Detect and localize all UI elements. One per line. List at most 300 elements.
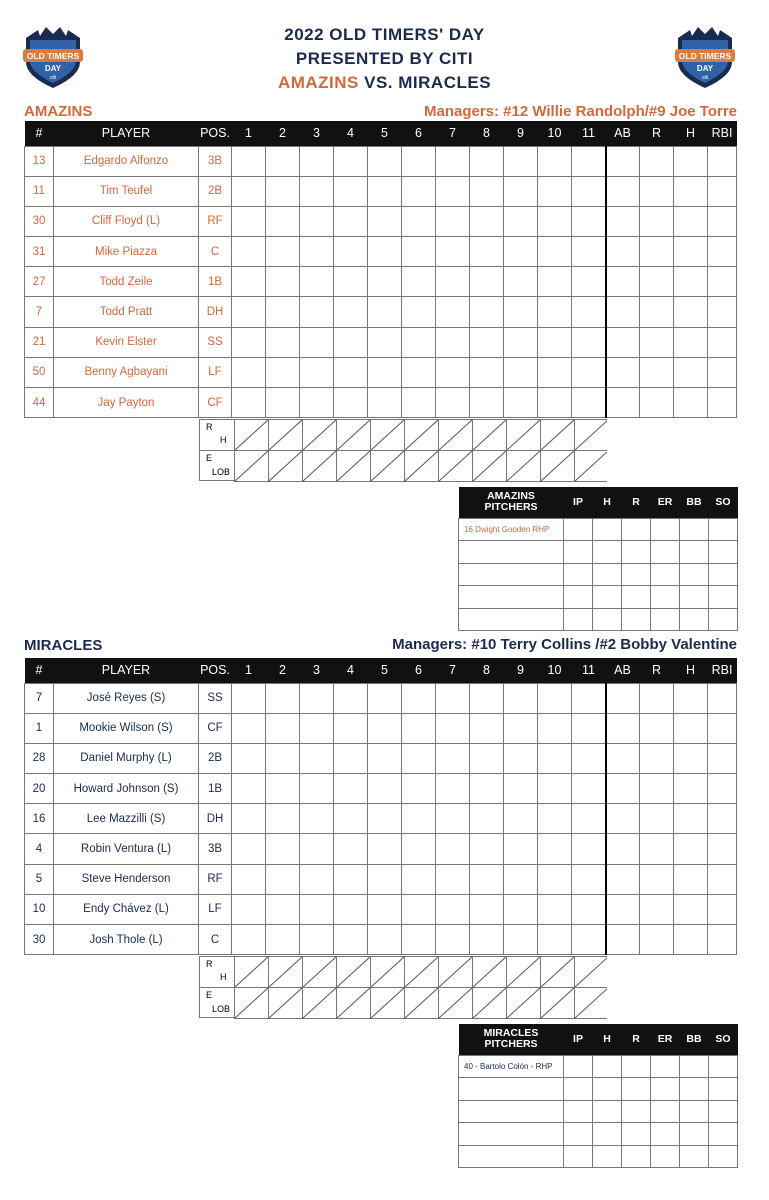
pitch-stat-cell[interactable] xyxy=(564,1100,593,1123)
stat-cell[interactable] xyxy=(640,237,674,267)
inning-cell[interactable] xyxy=(334,743,368,773)
inning-cell[interactable] xyxy=(470,327,504,357)
stat-cell[interactable] xyxy=(640,388,674,418)
inning-cell[interactable] xyxy=(436,864,470,894)
inning-cell[interactable] xyxy=(470,206,504,236)
inning-cell[interactable] xyxy=(266,864,300,894)
inning-cell[interactable] xyxy=(232,388,266,418)
pitch-stat-cell[interactable] xyxy=(709,1123,738,1146)
pitch-stat-cell[interactable] xyxy=(564,586,593,609)
inning-cell[interactable] xyxy=(436,206,470,236)
stat-cell[interactable] xyxy=(640,894,674,924)
inning-cell[interactable] xyxy=(436,804,470,834)
inning-cell[interactable] xyxy=(266,297,300,327)
pitch-stat-cell[interactable] xyxy=(709,1145,738,1168)
inning-cell[interactable] xyxy=(368,834,402,864)
inning-cell[interactable] xyxy=(504,834,538,864)
stat-cell[interactable] xyxy=(674,834,708,864)
inning-cell[interactable] xyxy=(504,894,538,924)
inning-cell[interactable] xyxy=(232,834,266,864)
inning-cell[interactable] xyxy=(402,267,436,297)
stat-cell[interactable] xyxy=(674,357,708,387)
inning-cell[interactable] xyxy=(232,297,266,327)
pitch-stat-cell[interactable] xyxy=(651,518,680,541)
inning-cell[interactable] xyxy=(538,713,572,743)
inning-cell[interactable] xyxy=(402,237,436,267)
inning-cell[interactable] xyxy=(266,804,300,834)
inning-cell[interactable] xyxy=(538,206,572,236)
inning-cell[interactable] xyxy=(232,357,266,387)
inning-cell[interactable] xyxy=(572,834,606,864)
inning-cell[interactable] xyxy=(572,743,606,773)
pitcher-name[interactable] xyxy=(459,1123,564,1146)
inning-cell[interactable] xyxy=(300,683,334,713)
stat-cell[interactable] xyxy=(606,774,640,804)
inning-cell[interactable] xyxy=(504,774,538,804)
pitch-stat-cell[interactable] xyxy=(593,1055,622,1078)
inning-cell[interactable] xyxy=(232,267,266,297)
inning-cell[interactable] xyxy=(572,894,606,924)
stat-cell[interactable] xyxy=(606,357,640,387)
inning-cell[interactable] xyxy=(232,743,266,773)
stat-cell[interactable] xyxy=(606,267,640,297)
inning-cell[interactable] xyxy=(572,176,606,206)
stat-cell[interactable] xyxy=(708,267,737,297)
pitch-stat-cell[interactable] xyxy=(651,1078,680,1101)
inning-cell[interactable] xyxy=(470,894,504,924)
pitch-stat-cell[interactable] xyxy=(622,518,651,541)
stat-cell[interactable] xyxy=(708,237,737,267)
inning-cell[interactable] xyxy=(402,804,436,834)
inning-cell[interactable] xyxy=(232,206,266,236)
inning-cell[interactable] xyxy=(232,237,266,267)
stat-cell[interactable] xyxy=(708,864,737,894)
pitch-stat-cell[interactable] xyxy=(651,1100,680,1123)
stat-cell[interactable] xyxy=(708,146,737,176)
inning-cell[interactable] xyxy=(402,774,436,804)
inning-cell[interactable] xyxy=(232,176,266,206)
inning-cell[interactable] xyxy=(470,864,504,894)
stat-cell[interactable] xyxy=(640,683,674,713)
stat-cell[interactable] xyxy=(674,894,708,924)
stat-cell[interactable] xyxy=(708,713,737,743)
inning-cell[interactable] xyxy=(368,297,402,327)
pitch-stat-cell[interactable] xyxy=(680,1078,709,1101)
stat-cell[interactable] xyxy=(674,388,708,418)
inning-cell[interactable] xyxy=(538,297,572,327)
pitcher-name[interactable] xyxy=(459,541,564,564)
pitch-stat-cell[interactable] xyxy=(709,586,738,609)
pitch-stat-cell[interactable] xyxy=(651,586,680,609)
pitch-stat-cell[interactable] xyxy=(709,1078,738,1101)
inning-cell[interactable] xyxy=(538,267,572,297)
pitcher-name[interactable] xyxy=(459,1145,564,1168)
stat-cell[interactable] xyxy=(606,683,640,713)
pitch-stat-cell[interactable] xyxy=(622,1123,651,1146)
pitch-stat-cell[interactable] xyxy=(593,1100,622,1123)
pitch-stat-cell[interactable] xyxy=(651,1055,680,1078)
inning-cell[interactable] xyxy=(334,894,368,924)
inning-cell[interactable] xyxy=(334,834,368,864)
stat-cell[interactable] xyxy=(606,894,640,924)
inning-cell[interactable] xyxy=(266,834,300,864)
inning-cell[interactable] xyxy=(572,146,606,176)
inning-cell[interactable] xyxy=(470,743,504,773)
stat-cell[interactable] xyxy=(606,925,640,955)
inning-cell[interactable] xyxy=(334,206,368,236)
inning-cell[interactable] xyxy=(470,357,504,387)
inning-cell[interactable] xyxy=(300,176,334,206)
inning-cell[interactable] xyxy=(436,834,470,864)
inning-cell[interactable] xyxy=(470,267,504,297)
inning-cell[interactable] xyxy=(572,357,606,387)
pitch-stat-cell[interactable] xyxy=(622,541,651,564)
stat-cell[interactable] xyxy=(606,206,640,236)
stat-cell[interactable] xyxy=(708,327,737,357)
inning-cell[interactable] xyxy=(470,925,504,955)
stat-cell[interactable] xyxy=(606,804,640,834)
inning-cell[interactable] xyxy=(368,357,402,387)
inning-cell[interactable] xyxy=(572,804,606,834)
inning-cell[interactable] xyxy=(232,894,266,924)
stat-cell[interactable] xyxy=(640,743,674,773)
inning-cell[interactable] xyxy=(470,834,504,864)
pitch-stat-cell[interactable] xyxy=(651,1123,680,1146)
inning-cell[interactable] xyxy=(436,743,470,773)
pitch-stat-cell[interactable] xyxy=(593,541,622,564)
inning-cell[interactable] xyxy=(572,297,606,327)
inning-cell[interactable] xyxy=(334,774,368,804)
pitch-stat-cell[interactable] xyxy=(593,1078,622,1101)
stat-cell[interactable] xyxy=(674,743,708,773)
inning-cell[interactable] xyxy=(504,388,538,418)
inning-cell[interactable] xyxy=(334,713,368,743)
pitch-stat-cell[interactable] xyxy=(622,1145,651,1168)
inning-cell[interactable] xyxy=(300,206,334,236)
inning-cell[interactable] xyxy=(266,176,300,206)
inning-cell[interactable] xyxy=(300,894,334,924)
inning-cell[interactable] xyxy=(402,388,436,418)
pitch-stat-cell[interactable] xyxy=(622,563,651,586)
inning-cell[interactable] xyxy=(266,237,300,267)
stat-cell[interactable] xyxy=(606,864,640,894)
inning-cell[interactable] xyxy=(402,146,436,176)
inning-cell[interactable] xyxy=(300,834,334,864)
inning-cell[interactable] xyxy=(436,713,470,743)
inning-cell[interactable] xyxy=(504,743,538,773)
inning-cell[interactable] xyxy=(232,804,266,834)
inning-cell[interactable] xyxy=(368,894,402,924)
stat-cell[interactable] xyxy=(640,297,674,327)
stat-cell[interactable] xyxy=(708,925,737,955)
inning-cell[interactable] xyxy=(368,743,402,773)
inning-cell[interactable] xyxy=(538,774,572,804)
stat-cell[interactable] xyxy=(640,176,674,206)
inning-cell[interactable] xyxy=(402,864,436,894)
inning-cell[interactable] xyxy=(436,176,470,206)
inning-cell[interactable] xyxy=(538,146,572,176)
inning-cell[interactable] xyxy=(300,925,334,955)
inning-cell[interactable] xyxy=(334,864,368,894)
stat-cell[interactable] xyxy=(640,864,674,894)
inning-cell[interactable] xyxy=(266,146,300,176)
stat-cell[interactable] xyxy=(606,297,640,327)
pitch-stat-cell[interactable] xyxy=(593,586,622,609)
stat-cell[interactable] xyxy=(606,834,640,864)
inning-cell[interactable] xyxy=(572,327,606,357)
stat-cell[interactable] xyxy=(640,774,674,804)
stat-cell[interactable] xyxy=(640,834,674,864)
inning-cell[interactable] xyxy=(334,925,368,955)
inning-cell[interactable] xyxy=(538,894,572,924)
inning-cell[interactable] xyxy=(232,146,266,176)
pitch-stat-cell[interactable] xyxy=(651,563,680,586)
inning-cell[interactable] xyxy=(402,713,436,743)
inning-cell[interactable] xyxy=(334,237,368,267)
inning-cell[interactable] xyxy=(300,297,334,327)
inning-cell[interactable] xyxy=(436,297,470,327)
inning-cell[interactable] xyxy=(504,237,538,267)
inning-cell[interactable] xyxy=(266,388,300,418)
inning-cell[interactable] xyxy=(266,894,300,924)
inning-cell[interactable] xyxy=(504,267,538,297)
inning-cell[interactable] xyxy=(300,237,334,267)
inning-cell[interactable] xyxy=(504,297,538,327)
pitch-stat-cell[interactable] xyxy=(622,608,651,631)
inning-cell[interactable] xyxy=(470,297,504,327)
inning-cell[interactable] xyxy=(266,683,300,713)
pitch-stat-cell[interactable] xyxy=(709,563,738,586)
stat-cell[interactable] xyxy=(640,206,674,236)
inning-cell[interactable] xyxy=(300,713,334,743)
inning-cell[interactable] xyxy=(572,237,606,267)
stat-cell[interactable] xyxy=(640,713,674,743)
stat-cell[interactable] xyxy=(606,327,640,357)
stat-cell[interactable] xyxy=(640,267,674,297)
stat-cell[interactable] xyxy=(708,357,737,387)
stat-cell[interactable] xyxy=(674,327,708,357)
inning-cell[interactable] xyxy=(266,743,300,773)
inning-cell[interactable] xyxy=(436,146,470,176)
inning-cell[interactable] xyxy=(402,357,436,387)
inning-cell[interactable] xyxy=(300,743,334,773)
pitch-stat-cell[interactable] xyxy=(564,1145,593,1168)
inning-cell[interactable] xyxy=(470,683,504,713)
pitch-stat-cell[interactable] xyxy=(564,1123,593,1146)
stat-cell[interactable] xyxy=(640,357,674,387)
inning-cell[interactable] xyxy=(402,683,436,713)
pitch-stat-cell[interactable] xyxy=(593,1123,622,1146)
inning-cell[interactable] xyxy=(402,925,436,955)
pitch-stat-cell[interactable] xyxy=(680,1100,709,1123)
inning-cell[interactable] xyxy=(436,237,470,267)
inning-cell[interactable] xyxy=(538,357,572,387)
inning-cell[interactable] xyxy=(266,774,300,804)
inning-cell[interactable] xyxy=(368,237,402,267)
inning-cell[interactable] xyxy=(538,683,572,713)
pitch-stat-cell[interactable] xyxy=(564,541,593,564)
inning-cell[interactable] xyxy=(504,176,538,206)
pitch-stat-cell[interactable] xyxy=(709,518,738,541)
stat-cell[interactable] xyxy=(708,206,737,236)
stat-cell[interactable] xyxy=(708,804,737,834)
inning-cell[interactable] xyxy=(436,327,470,357)
inning-cell[interactable] xyxy=(504,804,538,834)
inning-cell[interactable] xyxy=(538,834,572,864)
pitch-stat-cell[interactable] xyxy=(680,1123,709,1146)
inning-cell[interactable] xyxy=(368,774,402,804)
pitch-stat-cell[interactable] xyxy=(593,1145,622,1168)
inning-cell[interactable] xyxy=(504,206,538,236)
pitch-stat-cell[interactable] xyxy=(680,586,709,609)
inning-cell[interactable] xyxy=(436,357,470,387)
pitch-stat-cell[interactable] xyxy=(593,608,622,631)
inning-cell[interactable] xyxy=(504,713,538,743)
pitcher-name[interactable] xyxy=(459,608,564,631)
inning-cell[interactable] xyxy=(300,388,334,418)
stat-cell[interactable] xyxy=(708,894,737,924)
inning-cell[interactable] xyxy=(334,357,368,387)
pitch-stat-cell[interactable] xyxy=(651,541,680,564)
pitcher-name[interactable] xyxy=(459,1100,564,1123)
pitcher-name[interactable]: 16 Dwight Gooden RHP xyxy=(459,518,564,541)
inning-cell[interactable] xyxy=(266,357,300,387)
stat-cell[interactable] xyxy=(708,743,737,773)
inning-cell[interactable] xyxy=(266,713,300,743)
inning-cell[interactable] xyxy=(402,176,436,206)
stat-cell[interactable] xyxy=(708,683,737,713)
inning-cell[interactable] xyxy=(572,388,606,418)
pitch-stat-cell[interactable] xyxy=(593,563,622,586)
stat-cell[interactable] xyxy=(674,683,708,713)
pitch-stat-cell[interactable] xyxy=(680,541,709,564)
inning-cell[interactable] xyxy=(504,925,538,955)
inning-cell[interactable] xyxy=(436,388,470,418)
inning-cell[interactable] xyxy=(300,267,334,297)
inning-cell[interactable] xyxy=(504,683,538,713)
inning-cell[interactable] xyxy=(368,176,402,206)
inning-cell[interactable] xyxy=(538,925,572,955)
inning-cell[interactable] xyxy=(504,327,538,357)
stat-cell[interactable] xyxy=(606,176,640,206)
stat-cell[interactable] xyxy=(674,267,708,297)
stat-cell[interactable] xyxy=(674,925,708,955)
inning-cell[interactable] xyxy=(436,774,470,804)
inning-cell[interactable] xyxy=(402,834,436,864)
inning-cell[interactable] xyxy=(334,388,368,418)
inning-cell[interactable] xyxy=(266,925,300,955)
inning-cell[interactable] xyxy=(266,327,300,357)
inning-cell[interactable] xyxy=(538,388,572,418)
stat-cell[interactable] xyxy=(674,176,708,206)
inning-cell[interactable] xyxy=(504,357,538,387)
inning-cell[interactable] xyxy=(572,267,606,297)
inning-cell[interactable] xyxy=(368,804,402,834)
inning-cell[interactable] xyxy=(402,206,436,236)
inning-cell[interactable] xyxy=(538,864,572,894)
inning-cell[interactable] xyxy=(300,804,334,834)
inning-cell[interactable] xyxy=(368,267,402,297)
pitch-stat-cell[interactable] xyxy=(680,1055,709,1078)
inning-cell[interactable] xyxy=(300,357,334,387)
pitcher-name[interactable]: 40 - Bartolo Colón - RHP xyxy=(459,1055,564,1078)
inning-cell[interactable] xyxy=(470,774,504,804)
inning-cell[interactable] xyxy=(300,327,334,357)
inning-cell[interactable] xyxy=(436,267,470,297)
stat-cell[interactable] xyxy=(708,834,737,864)
stat-cell[interactable] xyxy=(708,388,737,418)
stat-cell[interactable] xyxy=(674,297,708,327)
stat-cell[interactable] xyxy=(640,327,674,357)
inning-cell[interactable] xyxy=(368,327,402,357)
inning-cell[interactable] xyxy=(470,146,504,176)
inning-cell[interactable] xyxy=(572,925,606,955)
inning-cell[interactable] xyxy=(300,146,334,176)
inning-cell[interactable] xyxy=(504,864,538,894)
inning-cell[interactable] xyxy=(232,713,266,743)
stat-cell[interactable] xyxy=(674,864,708,894)
stat-cell[interactable] xyxy=(606,388,640,418)
inning-cell[interactable] xyxy=(334,327,368,357)
inning-cell[interactable] xyxy=(334,804,368,834)
stat-cell[interactable] xyxy=(640,804,674,834)
pitch-stat-cell[interactable] xyxy=(709,608,738,631)
pitch-stat-cell[interactable] xyxy=(564,1078,593,1101)
inning-cell[interactable] xyxy=(232,683,266,713)
stat-cell[interactable] xyxy=(674,713,708,743)
pitch-stat-cell[interactable] xyxy=(651,1145,680,1168)
stat-cell[interactable] xyxy=(640,925,674,955)
pitch-stat-cell[interactable] xyxy=(680,563,709,586)
inning-cell[interactable] xyxy=(334,297,368,327)
inning-cell[interactable] xyxy=(538,176,572,206)
inning-cell[interactable] xyxy=(334,683,368,713)
stat-cell[interactable] xyxy=(674,804,708,834)
inning-cell[interactable] xyxy=(368,683,402,713)
inning-cell[interactable] xyxy=(470,804,504,834)
inning-cell[interactable] xyxy=(538,804,572,834)
inning-cell[interactable] xyxy=(300,774,334,804)
pitch-stat-cell[interactable] xyxy=(593,518,622,541)
pitch-stat-cell[interactable] xyxy=(564,608,593,631)
inning-cell[interactable] xyxy=(368,713,402,743)
pitch-stat-cell[interactable] xyxy=(622,1100,651,1123)
inning-cell[interactable] xyxy=(266,206,300,236)
stat-cell[interactable] xyxy=(640,146,674,176)
pitch-stat-cell[interactable] xyxy=(680,608,709,631)
stat-cell[interactable] xyxy=(708,297,737,327)
pitch-stat-cell[interactable] xyxy=(709,1100,738,1123)
inning-cell[interactable] xyxy=(402,894,436,924)
inning-cell[interactable] xyxy=(232,774,266,804)
inning-cell[interactable] xyxy=(470,388,504,418)
inning-cell[interactable] xyxy=(334,267,368,297)
inning-cell[interactable] xyxy=(538,743,572,773)
inning-cell[interactable] xyxy=(436,683,470,713)
inning-cell[interactable] xyxy=(368,925,402,955)
pitch-stat-cell[interactable] xyxy=(651,608,680,631)
inning-cell[interactable] xyxy=(402,297,436,327)
inning-cell[interactable] xyxy=(470,713,504,743)
inning-cell[interactable] xyxy=(266,267,300,297)
inning-cell[interactable] xyxy=(232,864,266,894)
stat-cell[interactable] xyxy=(674,237,708,267)
stat-cell[interactable] xyxy=(606,237,640,267)
stat-cell[interactable] xyxy=(674,774,708,804)
inning-cell[interactable] xyxy=(504,146,538,176)
pitch-stat-cell[interactable] xyxy=(622,586,651,609)
pitcher-name[interactable] xyxy=(459,586,564,609)
